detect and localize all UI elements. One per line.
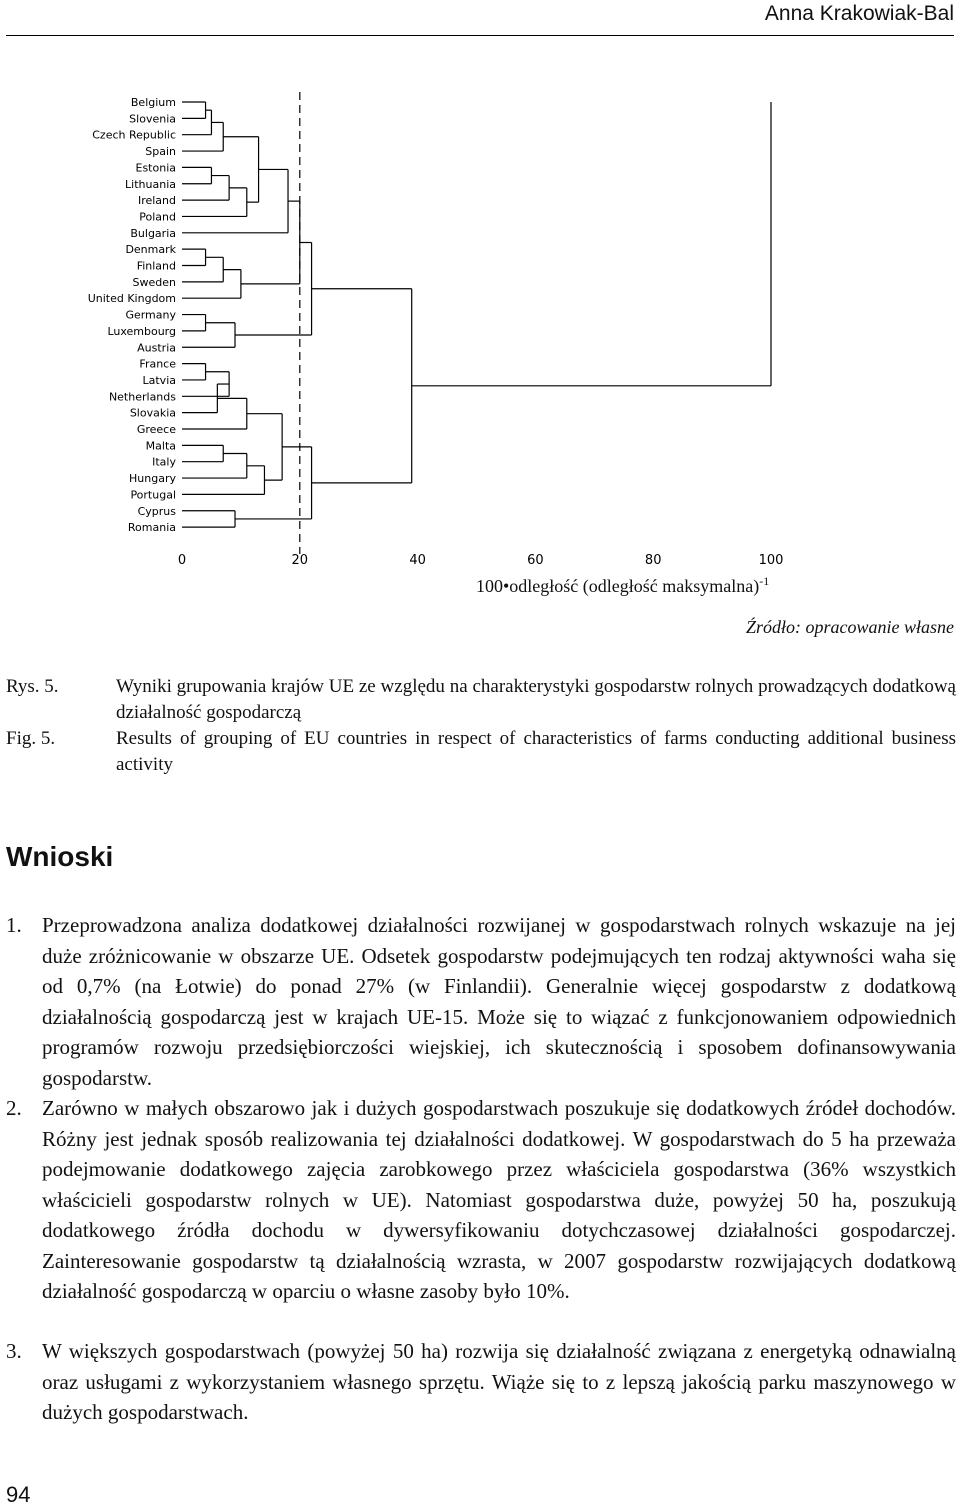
conclusion-number: 1. [6, 913, 22, 937]
leaf-label: Spain [145, 145, 176, 159]
conclusion-text: Zarówno w małych obszarowo jak i dużych gospodarstwach poszukuje się dodatkowych źródeł dochodów. Różny jest jednak sposób realizowania tej działalności dodatkowej. W gospodarstwach do 5 ha przeważa podejmowanie dodatkowego zajęcia zarobkowego przez właściciela gospodarstwa (36% wszystkich właścicieli gospodarstw rolnych w UE). Natomiast gospodarstwa duże, powyżej 50 ha, poszukują dodatkowego źródła dochodu w dywersyfikowaniu dotychczasowej działalności gospodarczej. Zainteresowanie gospodarstw tą działalnością wzrasta, w 2007 gospodarstw rozwijających dodatkową działalność gospodarczą w oparciu o własne zasoby było 10%. [42, 1096, 956, 1303]
conclusion-item-2 [0, 1093, 956, 1307]
leaf-label: United Kingdom [87, 292, 176, 306]
leaf-label: Hungary [129, 472, 176, 486]
leaf-label: Sweden [132, 275, 176, 289]
leaf-label: Cyprus [137, 504, 176, 518]
leaf-label: Lithuania [125, 177, 176, 191]
leaf-label: Italy [152, 455, 176, 469]
leaf-label: Latvia [142, 373, 176, 387]
leaf-label: Malta [145, 439, 176, 453]
conclusion-item-3 [0, 1336, 956, 1428]
x-axis-title [476, 574, 769, 597]
leaf-label: Netherlands [108, 390, 176, 404]
x-tick-label: 80 [644, 553, 662, 568]
conclusion-text: W większych gospodarstwach (powyżej 50 ha) rozwija się działalność związana z energetyką odnawialną oraz usługami z wykorzystaniem własnego sprzętu. Wiąże się to z lepszą jakością parku maszynowego w dużych gospodarstwach. [42, 1339, 956, 1424]
x-axis-title-exponent: -1 [759, 574, 770, 588]
conclusion-item-1 [0, 910, 956, 1093]
leaf-label: Greece [136, 423, 176, 436]
x-tick-label: 20 [291, 553, 309, 568]
conclusion-number: 3. [6, 1339, 22, 1363]
conclusion-number: 2. [6, 1096, 22, 1120]
figure-source: Źródło: opracowanie własne [745, 617, 954, 637]
leaf-label: Estonia [135, 161, 176, 175]
figure-label-pl: Rys. 5. [6, 676, 59, 697]
leaf-label: Slovakia [129, 406, 176, 420]
dendrogram-chart [0, 86, 960, 576]
figure-caption-en: Results of grouping of EU countries in respect of characteristics of farms conducting additional business activity [116, 728, 956, 775]
header-rule [6, 35, 954, 36]
figure-label-en: Fig. 5. [6, 728, 56, 749]
running-header-author: Anna Krakowiak-Bal [764, 2, 954, 25]
leaf-label: Germany [125, 308, 176, 322]
leaf-label: Finland [136, 259, 176, 273]
x-tick-label: 100 [758, 553, 784, 568]
leaf-label: Belgium [130, 96, 176, 109]
x-axis-title-text: 100•odległość (odległość maksymalna) [476, 576, 760, 596]
leaf-label: Denmark [125, 243, 176, 257]
leaf-label: Slovenia [129, 112, 176, 126]
x-tick-label: 40 [409, 553, 426, 568]
leaf-label: Poland [139, 210, 176, 224]
page-number: 94 [6, 1482, 31, 1507]
leaf-label: Bulgaria [130, 226, 176, 240]
x-tick-label: 0 [177, 553, 187, 568]
leaf-label: Austria [137, 341, 176, 355]
leaf-label: Czech Republic [92, 128, 176, 142]
conclusion-text: Przeprowadzona analiza dodatkowej działalności rozwijanej w gospodarstwach rolnych wskazuje na jej duże zróżnicowanie w obszarze UE. Odsetek gospodarstw podejmujących ten rodzaj aktywności waha się od 0,7% (na Łotwie) do ponad 27% (w Finlandii). Generalnie więcej gospodarstw z dodatkową działalnością gospodarczą jest w krajach UE-15. Może się to wiązać z funkcjonowaniem odpowiednich programów rozwoju przedsiębiorczości wiejskiej, ich skutecznością i sposobem dofinansowywania gospodarstw. [42, 913, 956, 1090]
leaf-label: Portugal [130, 488, 176, 502]
leaf-label: Luxembourg [107, 324, 176, 338]
x-tick-label: 60 [527, 553, 544, 568]
section-title: Wnioski [6, 841, 114, 872]
leaf-label: Ireland [137, 194, 176, 208]
leaf-label: France [139, 357, 176, 371]
leaf-label: Romania [127, 521, 176, 535]
figure-caption-pl: Wyniki grupowania krajów UE ze względu na charakterystyki gospodarstw rolnych prowadzących dodatkową działalność gospodarczą [116, 676, 956, 723]
